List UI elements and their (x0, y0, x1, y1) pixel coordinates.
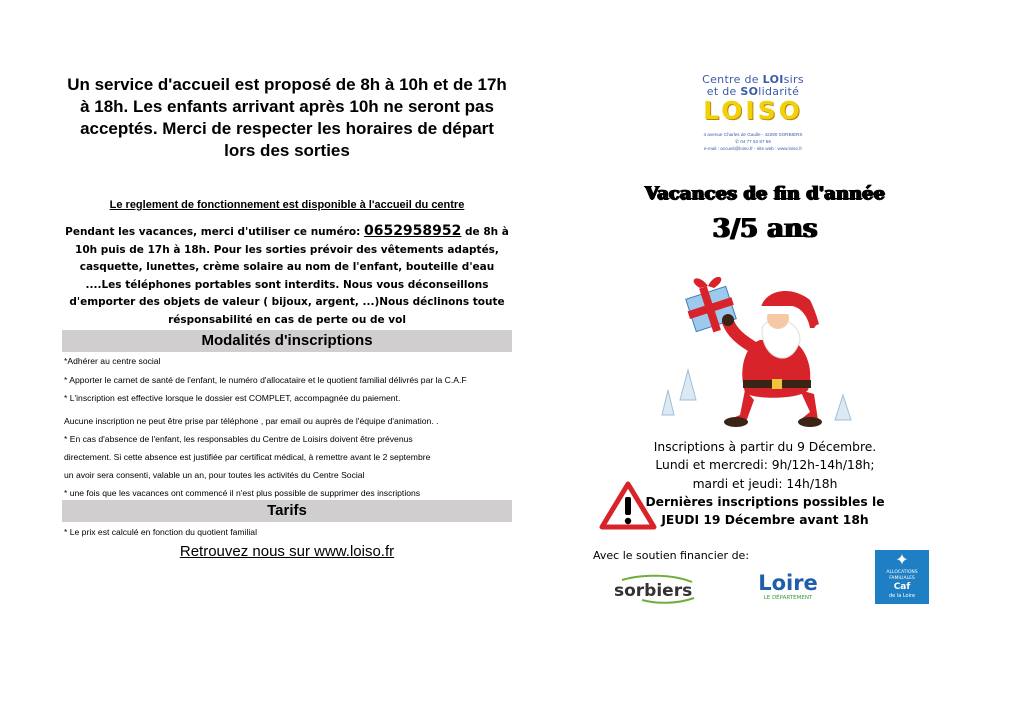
intro-paragraph: Un service d'accueil est proposé de 8h à 10h et de 17h à 18h. Les enfants arrivant après 10h ne seront pas acceptés. Merci de respecter les horaires de départ lors des sorties (67, 75, 507, 160)
modalites-item: un avoir sera consenti, valable un an, pour toutes les activités du Centre Social (64, 470, 365, 480)
modalites-item: * L'inscription est effective lorsque le dossier est COMPLET, accompagnée du paiement. (64, 393, 401, 403)
reglement-note: Le reglement de fonctionnement est disponible à l'accueil du centre (109, 199, 465, 211)
tarifs-item: * Le prix est calculé en fonction du quotient familial (64, 527, 257, 537)
family-icon: ✦ (895, 550, 909, 569)
caf-logo: ✦ ALLOCATIONS FAMILIALES Caf de la Loire (875, 550, 929, 604)
warning-icon (599, 481, 657, 531)
modalites-item: * une fois que les vacances ont commencé il n'est plus possible de supprimer des inscriptions (64, 488, 421, 498)
modalites-item: * Apporter le carnet de santé de l'enfant, le numéro d'allocataire et le quotient familial délivrés par la C.A.F (64, 375, 467, 385)
modalites-item: Aucune inscription ne peut être prise par téléphone , par email ou auprès de l'équipe d'animation. . (64, 416, 439, 426)
santa-figure (722, 291, 826, 427)
soutien-label: Avec le soutien financier de: (593, 549, 750, 562)
modalites-item: directement. Si cette absence est justifiée par certificat médical, à remettre avant le 2 septembre (64, 452, 431, 462)
logo-mail: e-mail : accueil@loiso.fr - site web : www.loiso.fr (703, 146, 803, 151)
modalites-item: *Adhérer au centre social (64, 356, 161, 366)
logo-phone: ✆ 04 77 53 87 66 (735, 139, 771, 144)
loire-logo (748, 572, 828, 606)
loiso-logo: Centre de LOIsirs et de SOlidarité LOISO 4 avenue Charles de Gaulle - 42290 SORBIERS ✆ 04 77 53 87 66 e-mail : accueil@loiso.fr - site web : www.loiso.fr (683, 74, 823, 164)
phone-number[interactable]: 0652958952 (363, 223, 462, 239)
age-range: 3/5 ans (712, 214, 818, 244)
modalites-item: * En cas d'absence de l'enfant, les responsables du Centre de Loisirs doivent être prévenus (64, 434, 413, 444)
vacances-paragraph: Pendant les vacances, merci d'utiliser ce numéro: 0652958952 de 8h à 10h puis de 17h à 18h. Pour les sorties prévoir des vêtements adaptés, casquette, lunettes, crème solaire au nom de l'enfant, bouteille d'eau ....Les téléphones portables sont interdits. Nous vous déconseillons d'emporter des objets de valeur ( bijoux, argent, ...)Nous déclinons toute résponsabilité en cas de perte ou de vol (65, 223, 509, 326)
page-title: Vacances de fin d'année (644, 183, 886, 204)
modalites-heading: Modalités d'inscriptions (62, 330, 512, 352)
sorbiers-label: sorbiers (614, 581, 693, 601)
logo-address: 4 avenue Charles de Gaulle - 42290 SORBIERS (703, 132, 803, 137)
website-link[interactable]: Retrouvez nous sur www.loiso.fr (179, 543, 395, 560)
inscriptions-info: Inscriptions à partir du 9 Décembre. Lundi et mercredi: 9h/12h-14h/18h; mardi et jeudi: 14h/18h Dernières inscriptions possibles le JEUDI 19 Décembre avant 18h (645, 440, 885, 528)
loire-label: Loire (758, 571, 818, 595)
santa-illustration (650, 270, 865, 435)
sorbiers-logo (612, 572, 702, 606)
logo-brand: LOISO (703, 96, 803, 125)
loire-sub: LE DÉPARTEMENT (763, 595, 813, 601)
tarifs-heading: Tarifs (62, 500, 512, 522)
